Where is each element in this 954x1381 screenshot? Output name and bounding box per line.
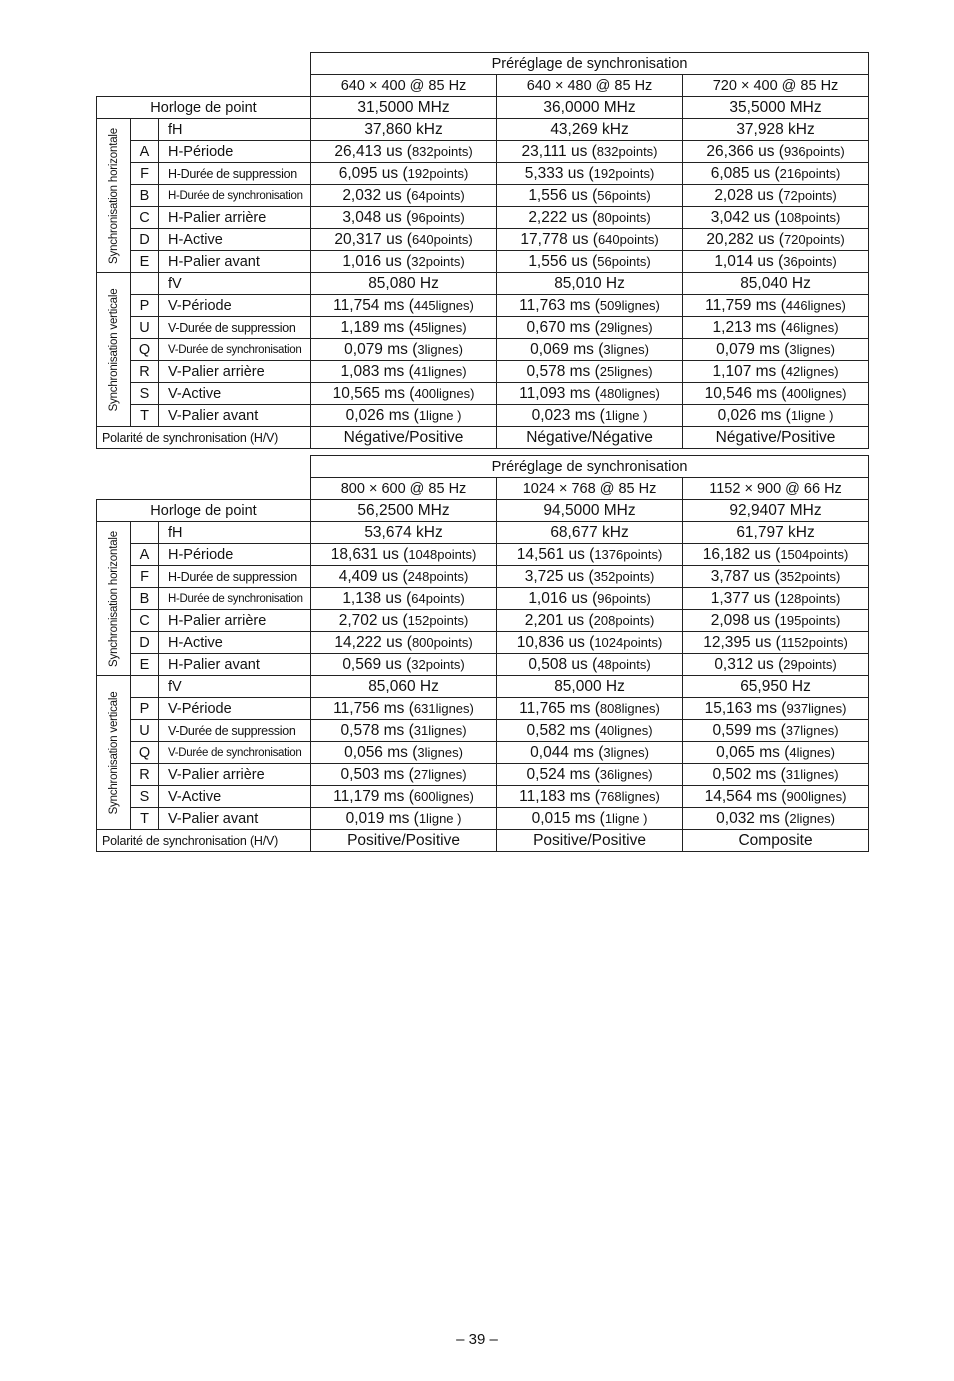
row-label: V-Durée de synchronisation: [159, 339, 311, 361]
value-cell: 11,765 ms (808lignes): [497, 698, 683, 720]
mode-header: 640 × 480 @ 85 Hz: [497, 75, 683, 97]
row-code: C: [131, 610, 159, 632]
table-row: [97, 720, 869, 742]
value-cell: 0,578 ms (31lignes): [311, 720, 497, 742]
table-row: [97, 229, 869, 251]
row-label: Horloge de point: [97, 500, 311, 522]
value-cell: 61,797 kHz: [683, 522, 869, 544]
value-cell: 2,032 us (64points): [311, 185, 497, 207]
freq-row: [97, 119, 869, 141]
row-code: S: [131, 786, 159, 808]
value-cell: 6,095 us (192points): [311, 163, 497, 185]
value-cell: 10,546 ms (400lignes): [683, 383, 869, 405]
value-cell: Négative/Négative: [497, 427, 683, 449]
value-cell: Négative/Positive: [683, 427, 869, 449]
freq-row: [97, 676, 869, 698]
value-cell: 0,032 ms (2lignes): [683, 808, 869, 830]
row-label: H-Palier arrière: [159, 610, 311, 632]
value-cell: 85,080 Hz: [311, 273, 497, 295]
value-cell: 2,222 us (80points): [497, 207, 683, 229]
group-label-horizontal: Synchronisation horizontale: [97, 119, 131, 273]
group-label-horizontal: Synchronisation horizontale: [97, 522, 131, 676]
value-cell: 2,201 us (208points): [497, 610, 683, 632]
table-row: [97, 698, 869, 720]
value-cell: 17,778 us (640points): [497, 229, 683, 251]
value-cell: Négative/Positive: [311, 427, 497, 449]
value-cell: 0,056 ms (3lignes): [311, 742, 497, 764]
row-code: U: [131, 317, 159, 339]
mode-header: 1152 × 900 @ 66 Hz: [683, 478, 869, 500]
row-code: E: [131, 654, 159, 676]
value-cell: 0,069 ms (3lignes): [497, 339, 683, 361]
value-cell: 0,079 ms (3lignes): [311, 339, 497, 361]
timing-table-1: [96, 52, 868, 449]
value-cell: 37,860 kHz: [311, 119, 497, 141]
table-row: [97, 317, 869, 339]
value-cell: 14,564 ms (900lignes): [683, 786, 869, 808]
table-row: [97, 405, 869, 427]
value-cell: 11,759 ms (446lignes): [683, 295, 869, 317]
row-label: V-Active: [159, 786, 311, 808]
value-cell: 1,189 ms (45lignes): [311, 317, 497, 339]
row-code: P: [131, 698, 159, 720]
value-cell: 14,222 us (800points): [311, 632, 497, 654]
value-cell: 1,138 us (64points): [311, 588, 497, 610]
table-row: [97, 566, 869, 588]
table-row: [97, 588, 869, 610]
pixel-clock-row: [97, 97, 869, 119]
row-code: R: [131, 764, 159, 786]
value-cell: 10,565 ms (400lignes): [311, 383, 497, 405]
value-cell: 0,065 ms (4lignes): [683, 742, 869, 764]
value-cell: 1,083 ms (41lignes): [311, 361, 497, 383]
value-cell: 0,569 us (32points): [311, 654, 497, 676]
row-label: H-Active: [159, 229, 311, 251]
value-cell: 94,5000 MHz: [497, 500, 683, 522]
value-cell: 0,019 ms (1ligne ): [311, 808, 497, 830]
value-cell: 2,702 us (152points): [311, 610, 497, 632]
value-cell: 0,524 ms (36lignes): [497, 764, 683, 786]
value-cell: 65,950 Hz: [683, 676, 869, 698]
table-row: [97, 339, 869, 361]
value-cell: 0,502 ms (31lignes): [683, 764, 869, 786]
value-cell: 16,182 us (1504points): [683, 544, 869, 566]
value-cell: 1,107 ms (42lignes): [683, 361, 869, 383]
row-label: V-Palier arrière: [159, 764, 311, 786]
value-cell: 0,578 ms (25lignes): [497, 361, 683, 383]
value-cell: 11,754 ms (445lignes): [311, 295, 497, 317]
value-cell: 5,333 us (192points): [497, 163, 683, 185]
value-cell: 1,556 us (56points): [497, 185, 683, 207]
value-cell: 68,677 kHz: [497, 522, 683, 544]
freq-row: [97, 522, 869, 544]
row-code: R: [131, 361, 159, 383]
row-label: H-Active: [159, 632, 311, 654]
value-cell: 37,928 kHz: [683, 119, 869, 141]
value-cell: 1,016 us (96points): [497, 588, 683, 610]
table-row: [97, 207, 869, 229]
row-label: V-Palier arrière: [159, 361, 311, 383]
mode-header: 640 × 400 @ 85 Hz: [311, 75, 497, 97]
row-code: A: [131, 141, 159, 163]
value-cell: 23,111 us (832points): [497, 141, 683, 163]
row-label: fH: [159, 522, 311, 544]
group-label-vertical: Synchronisation verticale: [97, 273, 131, 427]
row-label: H-Palier avant: [159, 251, 311, 273]
value-cell: 11,179 ms (600lignes): [311, 786, 497, 808]
value-cell: 1,377 us (128points): [683, 588, 869, 610]
value-cell: 1,556 us (56points): [497, 251, 683, 273]
value-cell: 0,582 ms (40lignes): [497, 720, 683, 742]
row-label: V-Période: [159, 295, 311, 317]
value-cell: 85,040 Hz: [683, 273, 869, 295]
row-label: H-Durée de synchronisation: [159, 185, 311, 207]
table-row: [97, 544, 869, 566]
table-row: [97, 251, 869, 273]
value-cell: 14,561 us (1376points): [497, 544, 683, 566]
table-row: [97, 786, 869, 808]
polarity-row: [97, 830, 869, 852]
row-label: fV: [159, 273, 311, 295]
table-row: [97, 383, 869, 405]
value-cell: 0,670 ms (29lignes): [497, 317, 683, 339]
row-code: F: [131, 566, 159, 588]
row-code: Q: [131, 742, 159, 764]
value-cell: 1,014 us (36points): [683, 251, 869, 273]
value-cell: 3,725 us (352points): [497, 566, 683, 588]
row-code: P: [131, 295, 159, 317]
row-label: V-Palier avant: [159, 405, 311, 427]
value-cell: 1,213 ms (46lignes): [683, 317, 869, 339]
row-label: V-Période: [159, 698, 311, 720]
table-row: [97, 163, 869, 185]
row-code: A: [131, 544, 159, 566]
table-row: [97, 808, 869, 830]
row-label: H-Palier avant: [159, 654, 311, 676]
value-cell: 53,674 kHz: [311, 522, 497, 544]
row-label: Horloge de point: [97, 97, 311, 119]
row-code: D: [131, 229, 159, 251]
row-code: S: [131, 383, 159, 405]
row-code: D: [131, 632, 159, 654]
value-cell: 36,0000 MHz: [497, 97, 683, 119]
row-code: T: [131, 808, 159, 830]
value-cell: 0,023 ms (1ligne ): [497, 405, 683, 427]
value-cell: 85,000 Hz: [497, 676, 683, 698]
table-row: [97, 610, 869, 632]
value-cell: 43,269 kHz: [497, 119, 683, 141]
table-row: [97, 654, 869, 676]
row-code: Q: [131, 339, 159, 361]
value-cell: 26,413 us (832points): [311, 141, 497, 163]
row-label: V-Palier avant: [159, 808, 311, 830]
mode-header: 720 × 400 @ 85 Hz: [683, 75, 869, 97]
value-cell: 31,5000 MHz: [311, 97, 497, 119]
row-code: F: [131, 163, 159, 185]
page-number: – 39 –: [456, 1331, 498, 1348]
value-cell: Composite: [683, 830, 869, 852]
value-cell: 11,183 ms (768lignes): [497, 786, 683, 808]
row-label: H-Durée de suppression: [159, 566, 311, 588]
row-label: Polarité de synchronisation (H/V): [97, 830, 311, 852]
table-row: [97, 185, 869, 207]
value-cell: 0,079 ms (3lignes): [683, 339, 869, 361]
value-cell: Positive/Positive: [311, 830, 497, 852]
row-label: V-Active: [159, 383, 311, 405]
value-cell: 0,508 us (48points): [497, 654, 683, 676]
group-label-vertical: Synchronisation verticale: [97, 676, 131, 830]
table-row: [97, 361, 869, 383]
preset-header: Préréglage de synchronisation: [311, 53, 869, 75]
value-cell: 11,763 ms (509lignes): [497, 295, 683, 317]
table-row: [97, 295, 869, 317]
table-row: [97, 141, 869, 163]
value-cell: 0,015 ms (1ligne ): [497, 808, 683, 830]
row-label: H-Durée de synchronisation: [159, 588, 311, 610]
value-cell: 35,5000 MHz: [683, 97, 869, 119]
value-cell: 2,098 us (195points): [683, 610, 869, 632]
value-cell: 0,026 ms (1ligne ): [683, 405, 869, 427]
value-cell: 0,026 ms (1ligne ): [311, 405, 497, 427]
value-cell: 56,2500 MHz: [311, 500, 497, 522]
value-cell: 3,787 us (352points): [683, 566, 869, 588]
row-code: B: [131, 185, 159, 207]
row-label: H-Période: [159, 141, 311, 163]
value-cell: 0,503 ms (27lignes): [311, 764, 497, 786]
preset-header: Préréglage de synchronisation: [311, 456, 869, 478]
value-cell: 3,042 us (108points): [683, 207, 869, 229]
value-cell: 2,028 us (72points): [683, 185, 869, 207]
pixel-clock-row: [97, 500, 869, 522]
row-label: V-Durée de suppression: [159, 720, 311, 742]
value-cell: 1,016 us (32points): [311, 251, 497, 273]
value-cell: 3,048 us (96points): [311, 207, 497, 229]
value-cell: 4,409 us (248points): [311, 566, 497, 588]
freq-row: [97, 273, 869, 295]
value-cell: 26,366 us (936points): [683, 141, 869, 163]
value-cell: 18,631 us (1048points): [311, 544, 497, 566]
row-code: E: [131, 251, 159, 273]
table-row: [97, 764, 869, 786]
row-code: U: [131, 720, 159, 742]
value-cell: 15,163 ms (937lignes): [683, 698, 869, 720]
value-cell: 20,317 us (640points): [311, 229, 497, 251]
value-cell: 11,093 ms (480lignes): [497, 383, 683, 405]
row-label: H-Palier arrière: [159, 207, 311, 229]
row-label: fV: [159, 676, 311, 698]
row-label: H-Durée de suppression: [159, 163, 311, 185]
table-row: [97, 742, 869, 764]
value-cell: 0,312 us (29points): [683, 654, 869, 676]
value-cell: 12,395 us (1152points): [683, 632, 869, 654]
row-label: H-Période: [159, 544, 311, 566]
row-label: Polarité de synchronisation (H/V): [97, 427, 311, 449]
value-cell: 85,060 Hz: [311, 676, 497, 698]
row-label: V-Durée de suppression: [159, 317, 311, 339]
row-code: T: [131, 405, 159, 427]
value-cell: Positive/Positive: [497, 830, 683, 852]
value-cell: 0,599 ms (37lignes): [683, 720, 869, 742]
row-label: fH: [159, 119, 311, 141]
value-cell: 11,756 ms (631lignes): [311, 698, 497, 720]
value-cell: 6,085 us (216points): [683, 163, 869, 185]
table-row: [97, 632, 869, 654]
row-code: C: [131, 207, 159, 229]
polarity-row: [97, 427, 869, 449]
value-cell: 10,836 us (1024points): [497, 632, 683, 654]
row-label: V-Durée de synchronisation: [159, 742, 311, 764]
value-cell: 85,010 Hz: [497, 273, 683, 295]
mode-header: 800 × 600 @ 85 Hz: [311, 478, 497, 500]
value-cell: 92,9407 MHz: [683, 500, 869, 522]
value-cell: 0,044 ms (3lignes): [497, 742, 683, 764]
value-cell: 20,282 us (720points): [683, 229, 869, 251]
mode-header: 1024 × 768 @ 85 Hz: [497, 478, 683, 500]
row-code: B: [131, 588, 159, 610]
timing-table-2: [96, 455, 868, 852]
